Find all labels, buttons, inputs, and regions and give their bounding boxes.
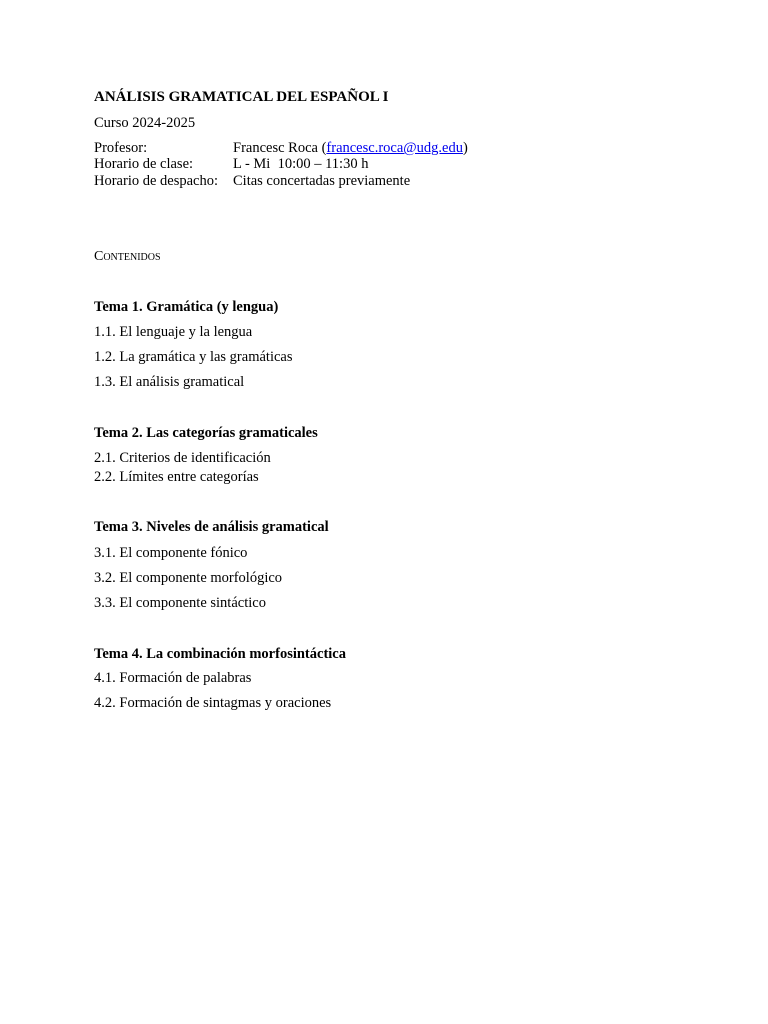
course-year: Curso 2024-2025 xyxy=(94,115,196,131)
schedule-value: L - Mi 10:00 – 11:30 h xyxy=(233,156,369,172)
professor-name: Francesc Roca ( xyxy=(233,140,327,156)
topic-3-item-2: 3.2. El componente morfológico xyxy=(94,570,283,586)
topic-4-title: Tema 4. La combinación morfosintáctica xyxy=(94,646,346,662)
topic-3-title: Tema 3. Niveles de análisis gramatical xyxy=(94,519,329,535)
document-title: ANÁLISIS GRAMATICAL DEL ESPAÑOL I xyxy=(94,89,389,105)
topic-4-item-2: 4.2. Formación de sintagmas y oraciones xyxy=(94,695,332,711)
topic-1-item-2: 1.2. La gramática y las gramáticas xyxy=(94,349,293,365)
schedule-label: Horario de clase: xyxy=(94,156,194,172)
topic-1-item-3: 1.3. El análisis gramatical xyxy=(94,374,245,390)
topic-2-item-2: 2.2. Límites entre categorías xyxy=(94,469,259,485)
professor-email-link[interactable]: francesc.roca@udg.edu xyxy=(326,140,463,156)
office-hours-label: Horario de despacho: xyxy=(94,173,219,189)
professor-close-paren: ) xyxy=(462,140,468,156)
topic-2-title: Tema 2. Las categorías gramaticales xyxy=(94,425,318,441)
topic-3-item-3: 3.3. El componente sintáctico xyxy=(94,595,266,611)
topic-1-title: Tema 1. Gramática (y lengua) xyxy=(94,299,279,315)
professor-label: Profesor: xyxy=(94,140,148,156)
professor-value xyxy=(233,141,468,156)
topic-4-item-1: 4.1. Formación de palabras xyxy=(94,670,252,686)
topic-1-item-1: 1.1. El lenguaje y la lengua xyxy=(94,324,253,340)
topic-3-item-1: 3.1. El componente fónico xyxy=(94,545,248,561)
office-hours-value: Citas concertadas previamente xyxy=(233,173,411,189)
topic-2-item-1: 2.1. Criterios de identificación xyxy=(94,450,271,466)
contents-heading: Contenidos xyxy=(94,249,161,264)
